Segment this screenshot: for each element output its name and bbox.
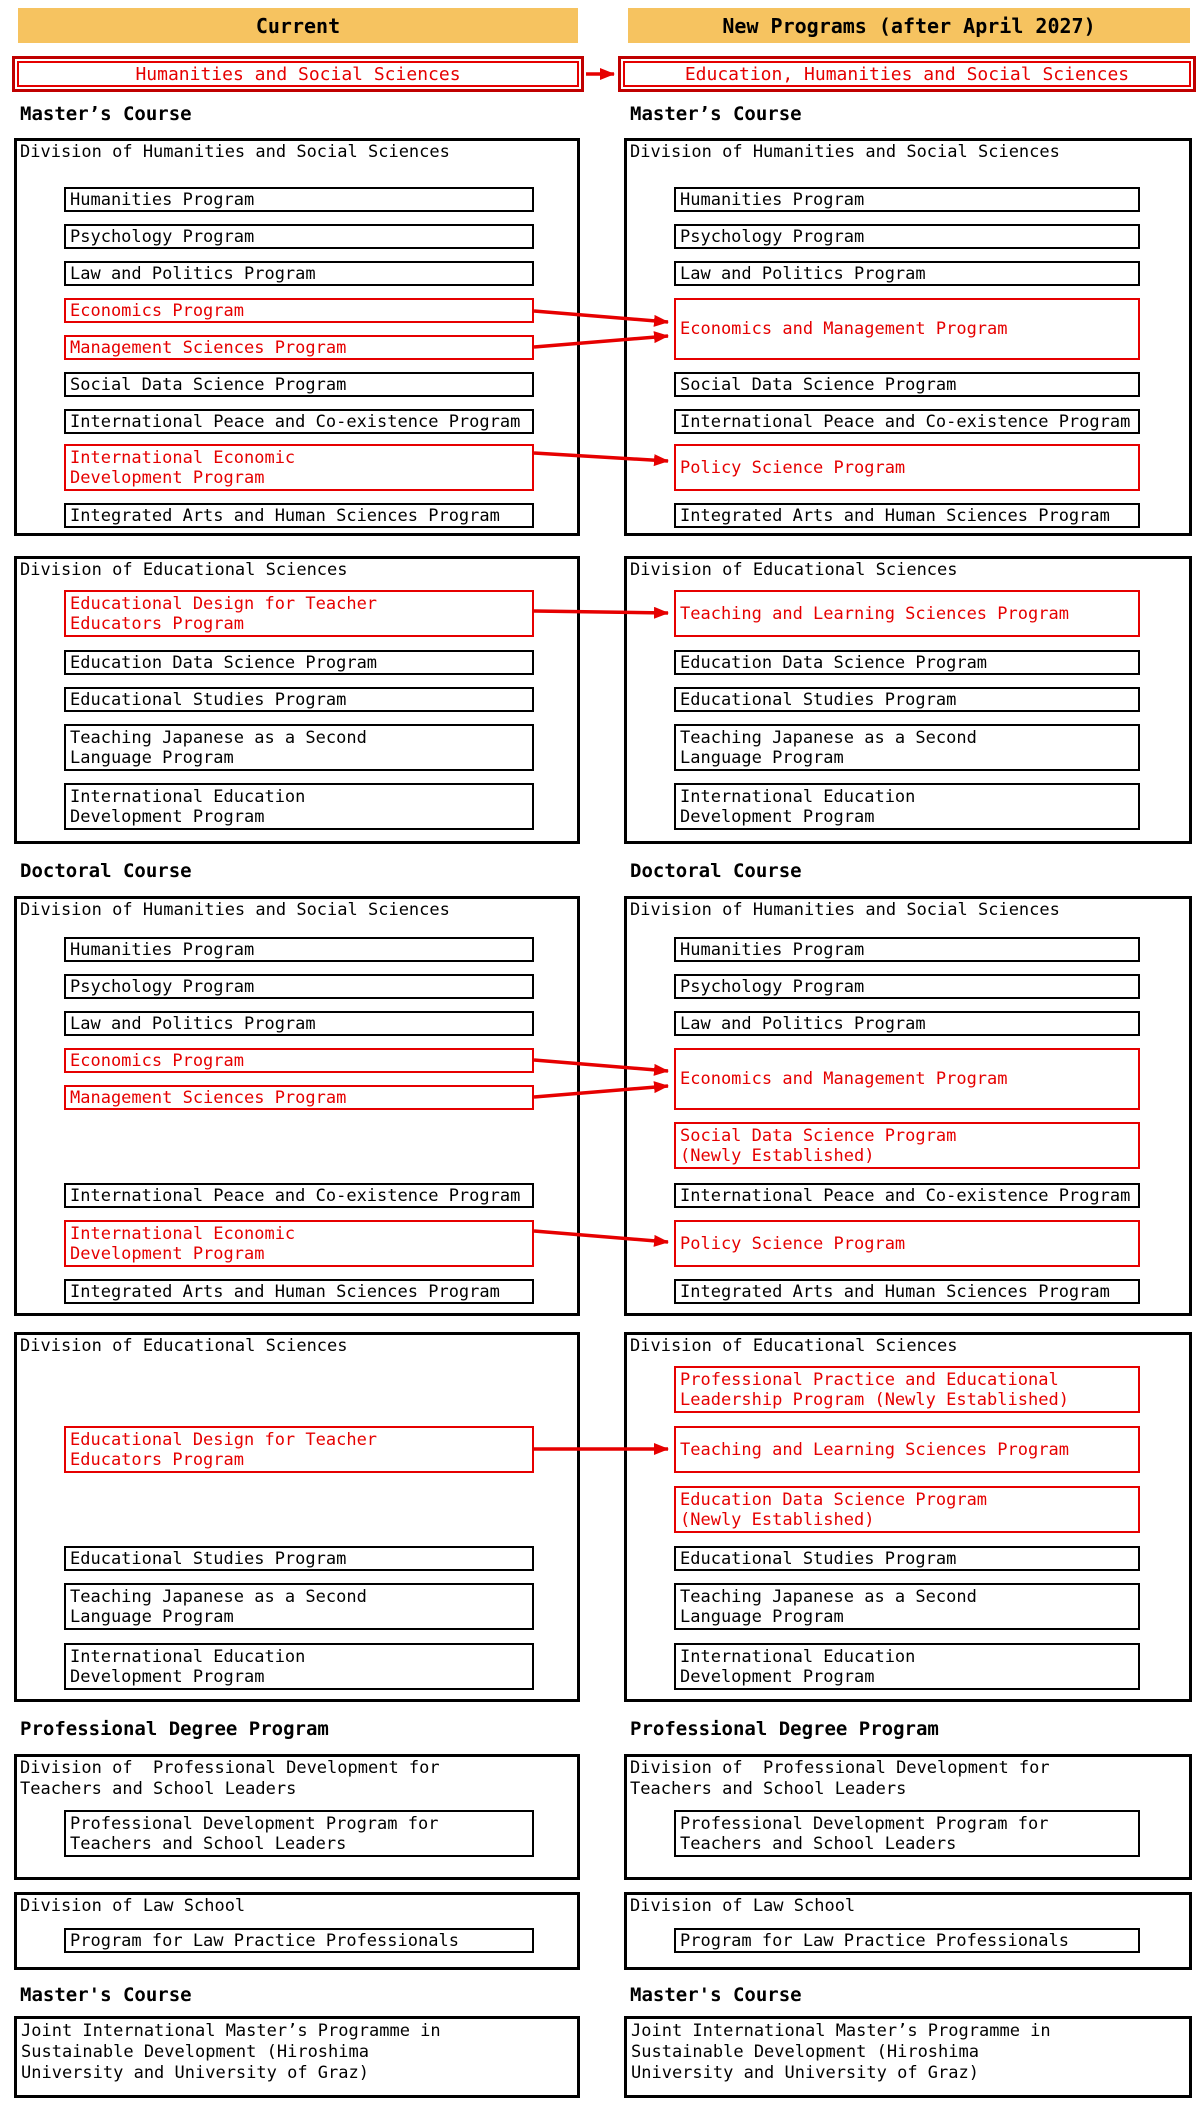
program-box-intl-peace: International Peace and Co-existence Program [64, 1183, 534, 1208]
program-box-law-politics: Law and Politics Program [674, 261, 1140, 286]
program-box-economics-and-management: Economics and Management Program [674, 1048, 1140, 1110]
program-box-integrated-arts: Integrated Arts and Human Sciences Program [64, 1279, 534, 1304]
doctoral-course-label-new: Doctoral Course [630, 860, 802, 882]
faculty-box-new [618, 56, 1196, 92]
program-box-social-data-science: Social Data Science Program [64, 372, 534, 397]
program-box-law-practice: Program for Law Practice Professionals [674, 1928, 1140, 1953]
program-box-psychology: Psychology Program [674, 224, 1140, 249]
program-box-law-practice: Program for Law Practice Professionals [64, 1928, 534, 1953]
program-box-law-politics: Law and Politics Program [64, 1011, 534, 1036]
program-box-educational-studies: Educational Studies Program [674, 1546, 1140, 1571]
program-box-educational-studies: Educational Studies Program [674, 687, 1140, 712]
division-title: Division of Educational Sciences [630, 560, 958, 580]
program-box-intl-economic-development: International Economic Development Program [64, 444, 534, 491]
program-box-law-politics: Law and Politics Program [674, 1011, 1140, 1036]
division-title: Division of Humanities and Social Sciences [630, 142, 1060, 162]
program-box-education-data-science: Education Data Science Program [674, 650, 1140, 675]
professional-degree-label-current: Professional Degree Program [20, 1718, 329, 1740]
program-box-joint-international-masters: Joint International Master’s Programme in Sustainable Development (Hiroshima University and University of Graz) [14, 2016, 580, 2098]
faculty-label-current: Humanities and Social Sciences [17, 61, 579, 87]
program-box-policy-science: Policy Science Program [674, 444, 1140, 491]
program-box-teaching-learning-sciences: Teaching and Learning Sciences Program [674, 590, 1140, 637]
program-box-law-politics: Law and Politics Program [64, 261, 534, 286]
program-box-humanities: Humanities Program [64, 937, 534, 962]
program-box-educational-studies: Educational Studies Program [64, 1546, 534, 1571]
program-box-humanities: Humanities Program [674, 937, 1140, 962]
joint-masters-label-new: Master's Course [630, 1984, 802, 2006]
program-box-intl-education-development: International Education Development Program [64, 1643, 534, 1690]
doctoral-course-label-current: Doctoral Course [20, 860, 192, 882]
program-box-economics: Economics Program [64, 1048, 534, 1073]
program-box-teaching-japanese: Teaching Japanese as a Second Language Program [64, 1583, 534, 1630]
division-title: Division of Educational Sciences [20, 560, 348, 580]
program-box-teaching-japanese: Teaching Japanese as a Second Language Program [674, 724, 1140, 771]
program-box-integrated-arts: Integrated Arts and Human Sciences Program [674, 503, 1140, 528]
division-title: Division of Professional Development for [20, 1758, 440, 1778]
program-box-psychology: Psychology Program [64, 974, 534, 999]
division-title: Division of Humanities and Social Sciences [630, 900, 1060, 920]
program-box-teaching-japanese: Teaching Japanese as a Second Language Program [64, 724, 534, 771]
program-box-intl-peace: International Peace and Co-existence Program [674, 409, 1140, 434]
program-box-management-sciences: Management Sciences Program [64, 1085, 534, 1110]
program-box-intl-economic-development: International Economic Development Program [64, 1220, 534, 1267]
division-title-line2: Teachers and School Leaders [630, 1779, 907, 1799]
program-box-teaching-learning-sciences: Teaching and Learning Sciences Program [674, 1426, 1140, 1473]
program-box-intl-education-development: International Education Development Program [64, 783, 534, 830]
program-box-intl-education-development: International Education Development Program [674, 783, 1140, 830]
faculty-label-new: Education, Humanities and Social Sciences [623, 61, 1191, 87]
program-box-teaching-japanese: Teaching Japanese as a Second Language Program [674, 1583, 1140, 1630]
program-box-humanities: Humanities Program [64, 187, 534, 212]
header-new-programs: New Programs (after April 2027) [628, 8, 1190, 43]
program-box-education-data-science: Education Data Science Program [64, 650, 534, 675]
program-box-social-data-science: Social Data Science Program [674, 372, 1140, 397]
program-box-integrated-arts: Integrated Arts and Human Sciences Program [64, 503, 534, 528]
program-box-education-data-science-new: Education Data Science Program (Newly Established) [674, 1486, 1140, 1533]
program-box-professional-development: Professional Development Program for Teachers and School Leaders [674, 1810, 1140, 1857]
program-box-intl-peace: International Peace and Co-existence Program [674, 1183, 1140, 1208]
professional-degree-label-new: Professional Degree Program [630, 1718, 939, 1740]
program-box-economics-and-management: Economics and Management Program [674, 298, 1140, 360]
program-box-intl-education-development: International Education Development Program [674, 1643, 1140, 1690]
masters-course-label-new: Master’s Course [630, 103, 802, 125]
program-box-educational-studies: Educational Studies Program [64, 687, 534, 712]
program-box-policy-science: Policy Science Program [674, 1220, 1140, 1267]
program-box-professional-practice-leadership: Professional Practice and Educational Leadership Program (Newly Established) [674, 1366, 1140, 1413]
division-title: Division of Educational Sciences [20, 1336, 348, 1356]
program-box-psychology: Psychology Program [674, 974, 1140, 999]
division-title: Division of Humanities and Social Sciences [20, 900, 450, 920]
division-title: Division of Professional Development for [630, 1758, 1050, 1778]
program-box-management-sciences: Management Sciences Program [64, 335, 534, 360]
program-box-joint-international-masters: Joint International Master’s Programme in Sustainable Development (Hiroshima University and University of Graz) [624, 2016, 1192, 2098]
program-box-social-data-science-new: Social Data Science Program (Newly Established) [674, 1122, 1140, 1169]
masters-course-label-current: Master’s Course [20, 103, 192, 125]
joint-masters-label-current: Master's Course [20, 1984, 192, 2006]
program-box-educational-design: Educational Design for Teacher Educators Program [64, 1426, 534, 1473]
program-box-humanities: Humanities Program [674, 187, 1140, 212]
program-box-psychology: Psychology Program [64, 224, 534, 249]
program-box-intl-peace: International Peace and Co-existence Program [64, 409, 534, 434]
division-title: Division of Educational Sciences [630, 1336, 958, 1356]
division-title: Division of Law School [630, 1896, 856, 1916]
header-current: Current [18, 8, 578, 43]
program-box-integrated-arts: Integrated Arts and Human Sciences Program [674, 1279, 1140, 1304]
faculty-box-current [12, 56, 584, 92]
division-title-line2: Teachers and School Leaders [20, 1779, 297, 1799]
division-title: Division of Law School [20, 1896, 246, 1916]
division-title: Division of Humanities and Social Sciences [20, 142, 450, 162]
program-box-professional-development: Professional Development Program for Teachers and School Leaders [64, 1810, 534, 1857]
program-box-economics: Economics Program [64, 298, 534, 323]
program-box-educational-design: Educational Design for Teacher Educators Program [64, 590, 534, 637]
